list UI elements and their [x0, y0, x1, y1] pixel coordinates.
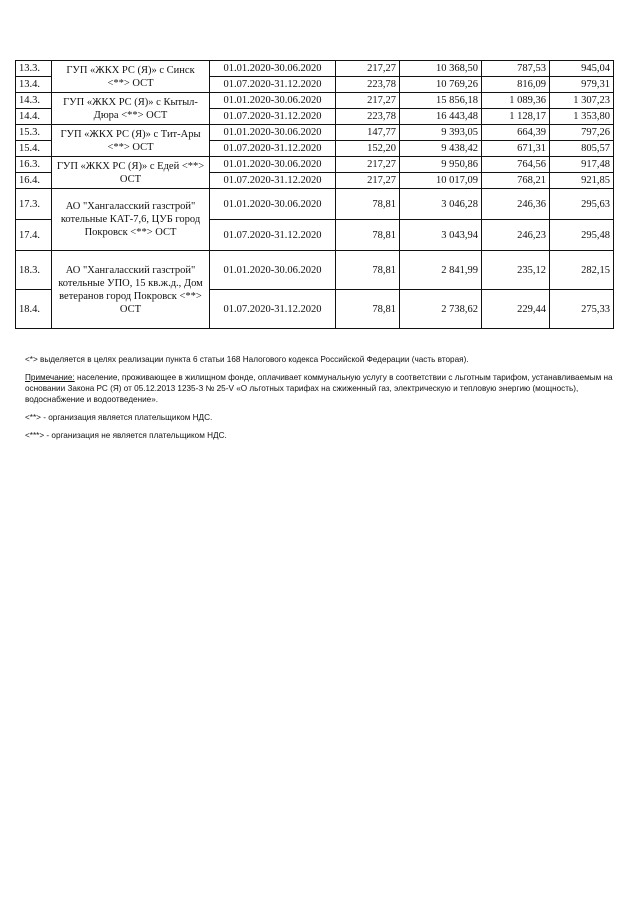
value-1: 217,27 — [336, 173, 400, 189]
row-number: 16.4. — [16, 173, 52, 189]
row-number: 16.3. — [16, 157, 52, 173]
value-2: 2 738,62 — [400, 290, 482, 329]
period: 01.01.2020-30.06.2020 — [210, 125, 336, 141]
value-2: 9 438,42 — [400, 141, 482, 157]
value-2: 15 856,18 — [400, 93, 482, 109]
value-3: 246,36 — [482, 189, 550, 220]
value-1: 78,81 — [336, 251, 400, 290]
footnotes — [25, 354, 615, 448]
footnote-non-vat-payer: <***> - организация не является плательщиком НДС. — [25, 431, 227, 440]
value-2: 9 950,86 — [400, 157, 482, 173]
value-4: 1 307,23 — [550, 93, 614, 109]
value-2: 3 043,94 — [400, 220, 482, 251]
row-number: 17.3. — [16, 189, 52, 220]
row-number: 18.3. — [16, 251, 52, 290]
organization-name: АО "Хангаласский газстрой" котельные КАТ-7,6, ЦУБ город Покровск <**> ОСТ — [52, 189, 210, 251]
value-3: 768,21 — [482, 173, 550, 189]
value-4: 921,85 — [550, 173, 614, 189]
row-number: 17.4. — [16, 220, 52, 251]
value-1: 223,78 — [336, 109, 400, 125]
organization-name: АО "Хангаласский газстрой" котельные УПО, 15 кв.ж.д., Дом ветеранов город Покровск <**> ОСТ — [52, 251, 210, 329]
value-1: 217,27 — [336, 93, 400, 109]
value-3: 671,31 — [482, 141, 550, 157]
value-1: 152,20 — [336, 141, 400, 157]
organization-name: ГУП «ЖКХ РС (Я)» с Тит-Ары <**> ОСТ — [52, 125, 210, 157]
row-number: 18.4. — [16, 290, 52, 329]
period: 01.07.2020-31.12.2020 — [210, 173, 336, 189]
row-number: 13.4. — [16, 77, 52, 93]
value-2: 2 841,99 — [400, 251, 482, 290]
period: 01.01.2020-30.06.2020 — [210, 157, 336, 173]
period: 01.07.2020-31.12.2020 — [210, 220, 336, 251]
table-row — [16, 189, 614, 220]
tariff-table — [15, 60, 614, 329]
footnote-vat-payer: <**> - организация является плательщиком НДС. — [25, 413, 213, 422]
value-2: 10 368,50 — [400, 61, 482, 77]
organization-name: ГУП «ЖКХ РС (Я)» с Кытыл-Дюра <**> ОСТ — [52, 93, 210, 125]
value-1: 147,77 — [336, 125, 400, 141]
period: 01.01.2020-30.06.2020 — [210, 61, 336, 77]
period: 01.07.2020-31.12.2020 — [210, 141, 336, 157]
value-4: 945,04 — [550, 61, 614, 77]
value-3: 229,44 — [482, 290, 550, 329]
organization-name: ГУП «ЖКХ РС (Я)» с Синск <**> ОСТ — [52, 61, 210, 93]
table-row — [16, 157, 614, 173]
value-2: 16 443,48 — [400, 109, 482, 125]
period: 01.01.2020-30.06.2020 — [210, 189, 336, 220]
value-1: 78,81 — [336, 290, 400, 329]
value-3: 664,39 — [482, 125, 550, 141]
table-row — [16, 61, 614, 77]
value-1: 217,27 — [336, 157, 400, 173]
value-4: 917,48 — [550, 157, 614, 173]
remark-text: население, проживающее в жилищном фонде, оплачивает коммунальную услугу в соответствии с льготным тарифом, устанавливаемым на основании Закона РС (Я) от 05.12.2013 1235-З № 25-V «О льготных тарифах на сжиженный газ, электрическую и тепловую энергию (мощность), водоснабжение и водоотведение». — [25, 373, 613, 404]
period: 01.07.2020-31.12.2020 — [210, 290, 336, 329]
row-number: 13.3. — [16, 61, 52, 77]
value-4: 295,63 — [550, 189, 614, 220]
value-1: 223,78 — [336, 77, 400, 93]
row-number: 14.3. — [16, 93, 52, 109]
value-2: 3 046,28 — [400, 189, 482, 220]
value-4: 295,48 — [550, 220, 614, 251]
period: 01.07.2020-31.12.2020 — [210, 109, 336, 125]
value-3: 1 089,36 — [482, 93, 550, 109]
value-2: 10 769,26 — [400, 77, 482, 93]
table-row — [16, 93, 614, 109]
remark-label: Примечание: — [25, 373, 75, 382]
table-row — [16, 125, 614, 141]
value-4: 282,15 — [550, 251, 614, 290]
value-3: 816,09 — [482, 77, 550, 93]
footnote-vat-basis: <*> выделяется в целях реализации пункта 6 статьи 168 Налогового кодекса Российской Федерации (часть вторая). — [25, 355, 469, 364]
value-4: 979,31 — [550, 77, 614, 93]
value-4: 275,33 — [550, 290, 614, 329]
value-3: 764,56 — [482, 157, 550, 173]
footnote-remark — [25, 372, 615, 405]
row-number: 15.4. — [16, 141, 52, 157]
value-4: 1 353,80 — [550, 109, 614, 125]
value-3: 246,23 — [482, 220, 550, 251]
value-2: 10 017,09 — [400, 173, 482, 189]
value-1: 78,81 — [336, 220, 400, 251]
value-4: 805,57 — [550, 141, 614, 157]
value-1: 217,27 — [336, 61, 400, 77]
organization-name: ГУП «ЖКХ РС (Я)» с Едей <**> ОСТ — [52, 157, 210, 189]
value-4: 797,26 — [550, 125, 614, 141]
value-3: 787,53 — [482, 61, 550, 77]
value-2: 9 393,05 — [400, 125, 482, 141]
value-3: 235,12 — [482, 251, 550, 290]
value-1: 78,81 — [336, 189, 400, 220]
value-3: 1 128,17 — [482, 109, 550, 125]
row-number: 14.4. — [16, 109, 52, 125]
row-number: 15.3. — [16, 125, 52, 141]
period: 01.01.2020-30.06.2020 — [210, 251, 336, 290]
period: 01.07.2020-31.12.2020 — [210, 77, 336, 93]
period: 01.01.2020-30.06.2020 — [210, 93, 336, 109]
table-row — [16, 251, 614, 290]
